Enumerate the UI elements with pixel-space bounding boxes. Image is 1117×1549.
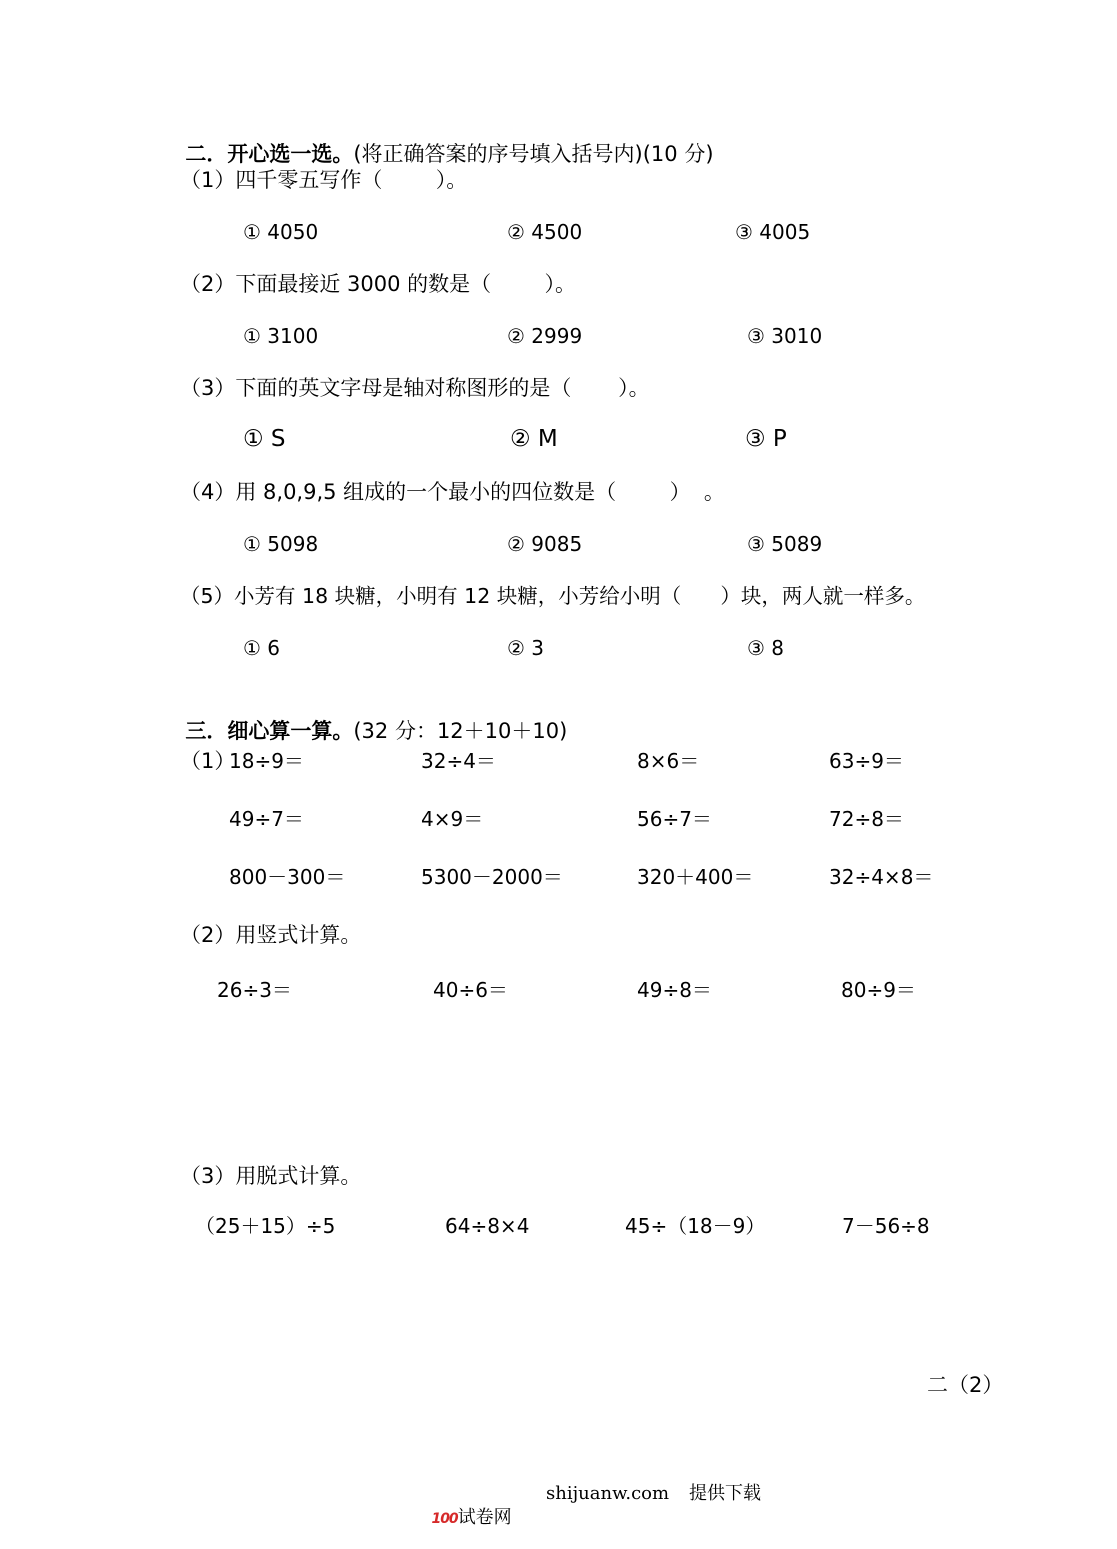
calc-item: 32÷4＝ bbox=[421, 749, 496, 773]
question-1-option-3: ③ 4005 bbox=[735, 220, 811, 244]
question-3-option-3: ③ P bbox=[745, 426, 787, 452]
question-1-option-2: ② 4500 bbox=[507, 220, 583, 244]
calc-item: 18÷9＝ bbox=[229, 749, 304, 773]
question-4-option-3: ③ 5089 bbox=[747, 532, 823, 556]
footer-download: 提供下载 bbox=[689, 1483, 761, 1504]
vertical-calc-item: 40÷6＝ bbox=[433, 978, 508, 1002]
calc-item: 800－300＝ bbox=[229, 865, 346, 889]
vertical-calc-item: 49÷8＝ bbox=[637, 978, 712, 1002]
calc-item: 5300－2000＝ bbox=[421, 865, 563, 889]
question-1-stem: （1）四千零五写作（ ）。 bbox=[180, 168, 468, 192]
question-4-option-2: ② 9085 bbox=[507, 532, 583, 556]
calc-item: 320＋400＝ bbox=[637, 865, 754, 889]
step-calc-item: （25＋15）÷5 bbox=[195, 1214, 336, 1238]
question-5-option-3: ③ 8 bbox=[747, 636, 785, 660]
calc-item: 8×6＝ bbox=[637, 749, 700, 773]
question-3-option-1: ① S bbox=[243, 426, 286, 452]
section-3-heading bbox=[172, 689, 567, 745]
step-calc-item: 45÷（18－9） bbox=[625, 1214, 766, 1238]
question-2-stem: （2）下面最接近 3000 的数是（ ）。 bbox=[180, 272, 577, 296]
section-2-heading bbox=[172, 112, 714, 168]
question-2-option-2: ② 2999 bbox=[507, 324, 583, 348]
calc-item: 32÷4×8＝ bbox=[829, 865, 934, 889]
question-3-stem: （3）下面的英文字母是轴对称图形的是（ ）。 bbox=[180, 376, 650, 400]
footer-brand bbox=[420, 1482, 512, 1531]
step-calc-item: 7－56÷8 bbox=[842, 1214, 930, 1238]
calc-item: 72÷8＝ bbox=[829, 807, 904, 831]
question-4-stem: （4）用 8,0,9,5 组成的一个最小的四位数是（ ） 。 bbox=[180, 480, 725, 504]
part-3-label: （3）用脱式计算。 bbox=[180, 1164, 362, 1188]
part-1-label: （1） bbox=[180, 749, 236, 773]
footer-site-name: 试卷网 bbox=[457, 1507, 512, 1528]
question-5-option-1: ① 6 bbox=[243, 636, 281, 660]
question-4-option-1: ① 5098 bbox=[243, 532, 319, 556]
calc-item: 63÷9＝ bbox=[829, 749, 904, 773]
question-2-option-1: ① 3100 bbox=[243, 324, 319, 348]
section-3-title: 三．细心算一算。 bbox=[185, 719, 354, 743]
vertical-calc-item: 80÷9＝ bbox=[841, 978, 916, 1002]
vertical-calc-item: 26÷3＝ bbox=[217, 978, 292, 1002]
question-2-option-3: ③ 3010 bbox=[747, 324, 823, 348]
section-3-note: (32 分：12＋10＋10) bbox=[353, 719, 568, 743]
footer-domain: shijuanw.com bbox=[546, 1483, 670, 1504]
question-3-option-2: ② M bbox=[510, 426, 558, 452]
calc-item: 49÷7＝ bbox=[229, 807, 304, 831]
calc-item: 56÷7＝ bbox=[637, 807, 712, 831]
step-calc-item: 64÷8×4 bbox=[445, 1214, 530, 1238]
section-2-note: (将正确答案的序号填入括号内)(10 分) bbox=[353, 142, 714, 166]
part-2-label: （2）用竖式计算。 bbox=[180, 923, 362, 947]
question-5-option-2: ② 3 bbox=[507, 636, 545, 660]
question-1-option-1: ① 4050 bbox=[243, 220, 319, 244]
logo-100-icon: 100 bbox=[431, 1511, 458, 1527]
page-label: 二（2） bbox=[927, 1373, 1004, 1397]
section-2-title: 二．开心选一选。 bbox=[185, 142, 354, 166]
question-5-stem: （5）小芳有 18 块糖，小明有 12 块糖，小芳给小明（ ）块，两人就一样多。 bbox=[180, 584, 926, 608]
calc-item: 4×9＝ bbox=[421, 807, 484, 831]
